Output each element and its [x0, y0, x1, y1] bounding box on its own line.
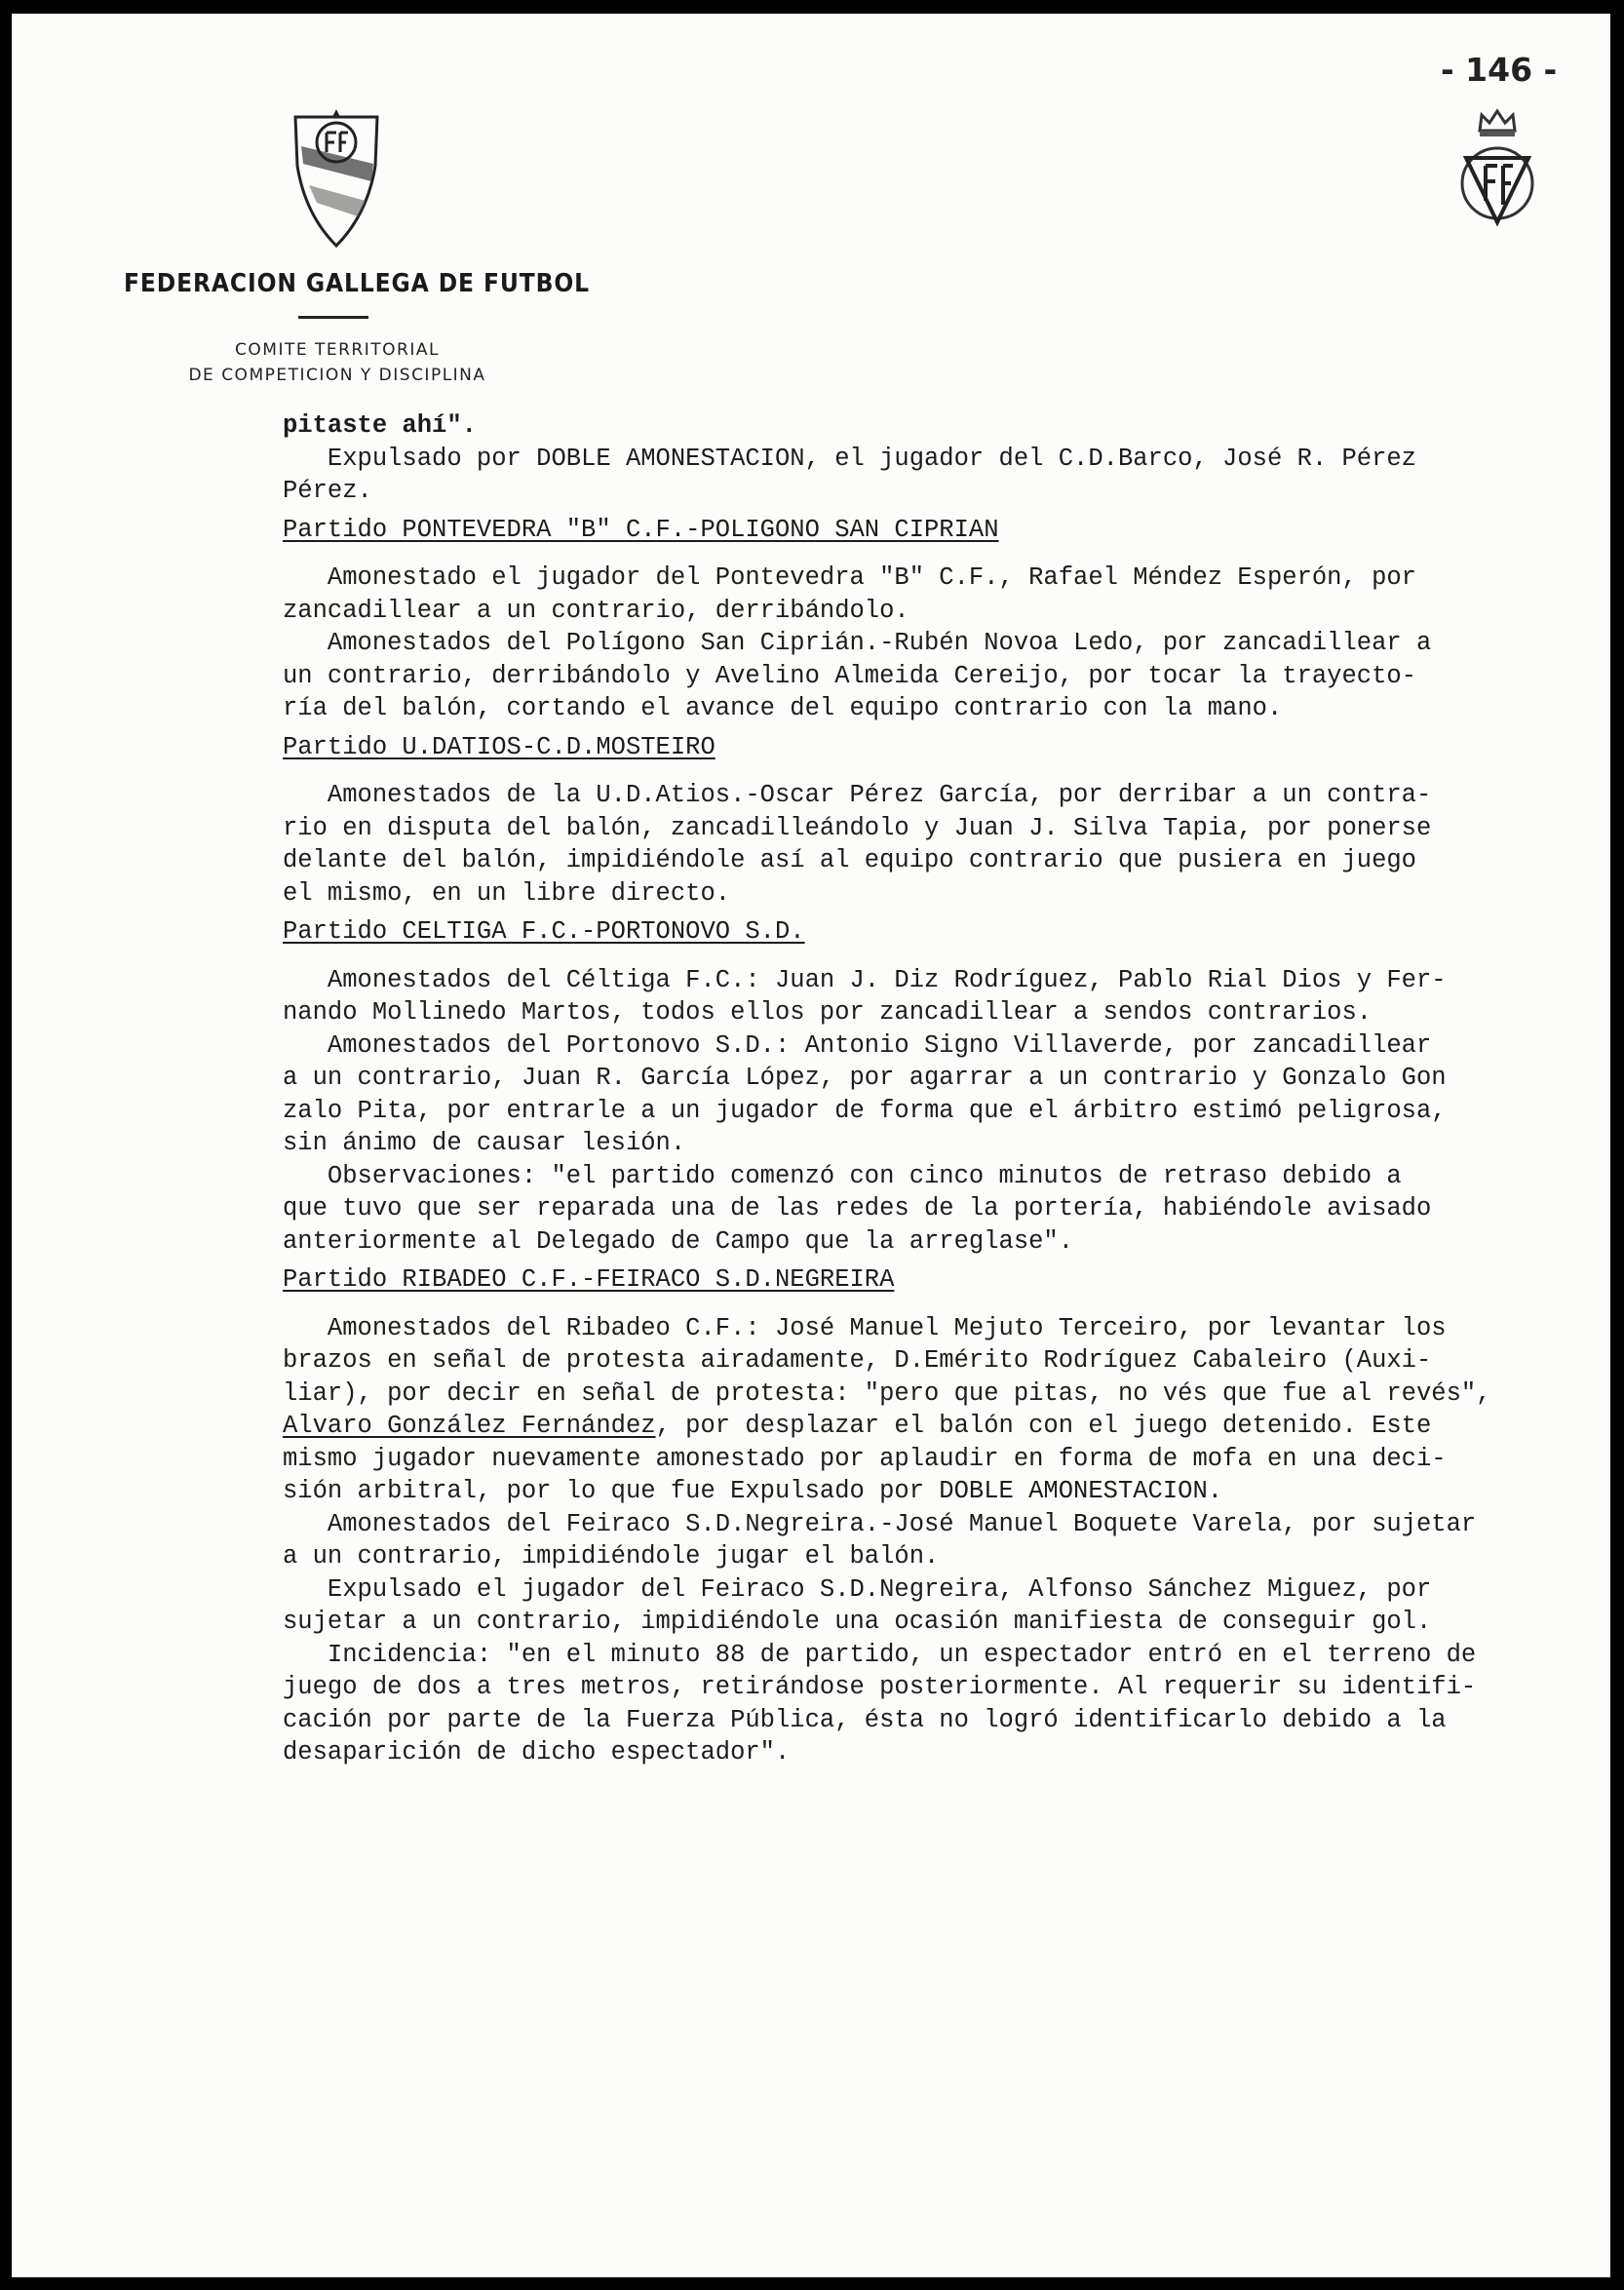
text-fragment: , por desplazar el balón con el juego detenido. Este — [655, 1412, 1432, 1440]
text-line — [283, 1410, 1599, 1443]
text-line: Expulsado por DOBLE AMONESTACION, el jugador del C.D.Barco, José R. Pérez — [283, 444, 1416, 473]
text-line: un contrario, derribándolo y Avelino Almeida Cereijo, por tocar la trayecto- — [283, 661, 1416, 690]
match-heading: Partido PONTEVEDRA "B" C.F.-POLIGONO SAN CIPRIAN — [283, 515, 999, 544]
text-line: Amonestados del Polígono San Ciprián.-Rubén Novoa Ledo, por zancadillear a — [283, 629, 1432, 657]
crowned-crest-icon — [1452, 107, 1542, 228]
text-line: Expulsado el jugador del Feiraco S.D.Negreira, Alfonso Sánchez Miguez, por — [283, 1574, 1432, 1604]
title-divider — [298, 316, 368, 319]
text-line: cación por parte de la Fuerza Pública, ésta no logró identificarlo debido a la — [283, 1705, 1447, 1734]
text-line: a un contrario, impidiéndole jugar el balón. — [283, 1542, 940, 1571]
text-line: Observaciones: "el partido comenzó con cinco minutos de retraso debido a — [283, 1161, 1402, 1190]
text-line: Amonestados de la U.D.Atios.-Oscar Pérez García, por derribar a un contra- — [283, 781, 1432, 809]
text-line: sin ánimo de causar lesión. — [283, 1129, 686, 1157]
report-body — [283, 409, 1599, 1769]
match-heading: Partido CELTIGA F.C.-PORTONOVO S.D. — [283, 917, 805, 946]
text-line: a un contrario, Juan R. García López, por agarrar a un contrario y Gonzalo Gon — [283, 1064, 1447, 1092]
text-line: zancadillear a un contrario, derribándolo. — [283, 596, 909, 625]
match-heading: Partido RIBADEO C.F.-FEIRACO S.D.NEGREIRA — [283, 1265, 895, 1294]
text-line: zalo Pita, por entrarle a un jugador de forma que el árbitro estimó peligrosa, — [283, 1096, 1447, 1125]
text-line: rio en disputa del balón, zancadilleándolo y Juan J. Silva Tapia, por ponerse — [283, 813, 1432, 842]
committee-name — [129, 337, 546, 388]
text-line: Amonestados del Ribadeo C.F.: José Manuel Mejuto Terceiro, por levantar los — [283, 1313, 1447, 1342]
text-line: desaparición de dicho espectador". — [283, 1738, 791, 1766]
shield-crest-icon — [290, 107, 383, 250]
federation-title: FEDERACION GALLEGA DE FUTBOL — [124, 269, 590, 298]
text-line: que tuvo que ser reparada una de las redes de la portería, habiéndole avisado — [283, 1194, 1432, 1223]
text-line: brazos en señal de protesta airadamente, D.Emérito Rodríguez Cabaleiro (Auxi- — [283, 1346, 1432, 1375]
text-line: mismo jugador nuevamente amonestado por aplaudir en forma de mofa en una deci- — [283, 1444, 1447, 1473]
text-line: juego de dos a tres metros, retirándose posteriormente. Al requerir su identifi- — [283, 1673, 1477, 1701]
text-line: el mismo, en un libre directo. — [283, 878, 731, 908]
text-line: ría del balón, cortando el avance del equipo contrario con la mano. — [283, 694, 1283, 722]
document-page — [12, 14, 1610, 2277]
text-line: liar), por decir en señal de protesta: "pero que pitas, no vés que fue al revés", — [283, 1378, 1491, 1408]
text-line: Pérez. — [283, 477, 372, 505]
text-line: anteriormente al Delegado de Campo que la arreglase". — [283, 1226, 1074, 1256]
committee-line-2: DE COMPETICION Y DISCIPLINA — [188, 366, 486, 385]
text-line: sujetar a un contrario, impidiéndole una ocasión manifiesta de conseguir gol. — [283, 1608, 1432, 1636]
text-line: delante del balón, impidiéndole así al equipo contrario que pusiera en juego — [283, 846, 1416, 874]
underlined-player-name: Alvaro González Fernández — [283, 1412, 656, 1440]
text-line: nando Mollinedo Martos, todos ellos por zancadillear a sendos contrarios. — [283, 998, 1373, 1027]
text-line: Amonestado el jugador del Pontevedra "B" C.F., Rafael Méndez Esperón, por — [283, 563, 1416, 592]
match-heading: Partido U.DATIOS-C.D.MOSTEIRO — [283, 732, 715, 761]
text-line: Amonestados del Céltiga F.C.: Juan J. Diz Rodríguez, Pablo Rial Dios y Fer- — [283, 965, 1447, 994]
text-line: sión arbitral, por lo que fue Expulsado por DOBLE AMONESTACION. — [283, 1477, 1223, 1505]
text-line: pitaste ahí". — [283, 411, 477, 440]
text-line: Amonestados del Feiraco S.D.Negreira.-José Manuel Boquete Varela, por sujetar — [283, 1509, 1477, 1538]
text-line: Amonestados del Portonovo S.D.: Antonio Signo Villaverde, por zancadillear — [283, 1030, 1432, 1060]
text-line: Incidencia: "en el minuto 88 de partido, un espectador entró en el terreno de — [283, 1640, 1477, 1669]
committee-line-1: COMITE TERRITORIAL — [235, 340, 440, 360]
page-number: - 146 - — [1441, 51, 1558, 89]
